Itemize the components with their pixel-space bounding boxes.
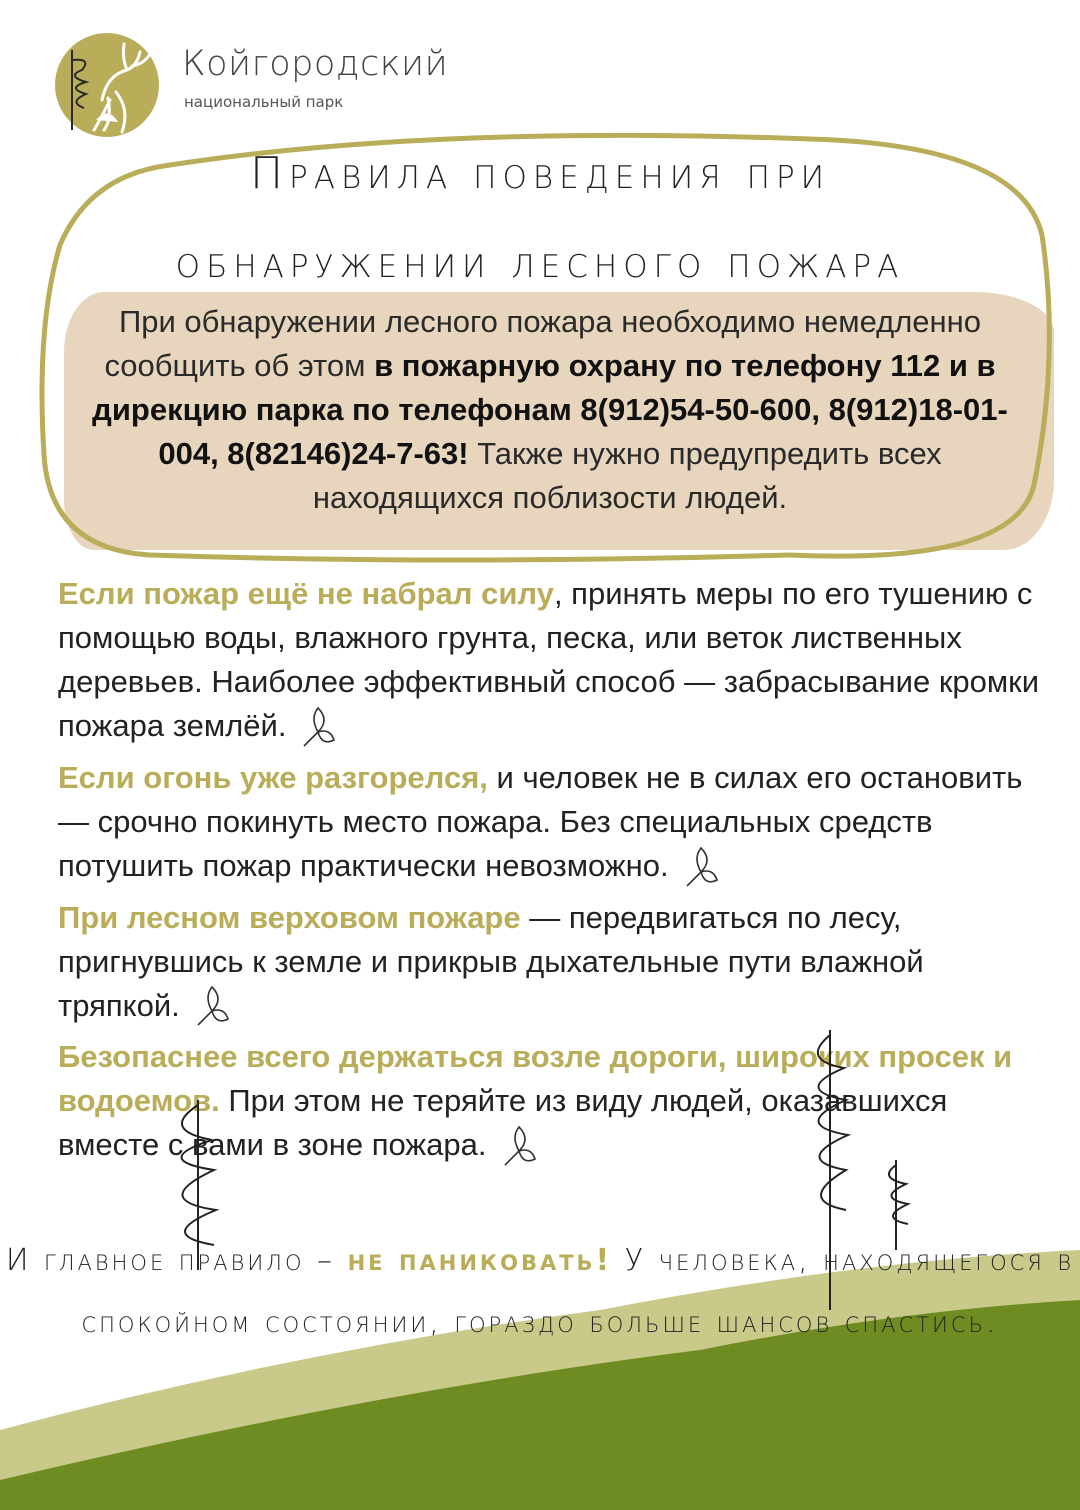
intro-text-2: Также нужно предупредить всех находящихся поблизости людей. [312, 436, 942, 515]
rule-text: и человек не в силах его остановить — срочно покинуть место пожара. Без специальных средств потушить пожар практически невозможно. [58, 759, 1023, 883]
intro-contacts: в пожарную охрану по телефону 112 и в дирекцию парка по телефонам 8(912)54-50-600, 8(912)18-01-004, 8(82146)24-7-63! [92, 348, 1008, 471]
rule-item [58, 756, 1048, 890]
rule-highlight: При лесном верховом пожаре [58, 899, 521, 935]
rule-highlight: Безопаснее всего держаться возле дороги, широких просек и водоемов. [58, 1039, 1013, 1119]
final-text-1: И главное правило – [5, 1243, 348, 1278]
page-title-line2: обнаружении лесного пожара [175, 237, 905, 288]
brand-subtitle: национальный парк [184, 93, 344, 111]
intro-paragraph [66, 300, 1034, 520]
rule-text: — передвигаться по лесу, пригнувшись к земле и прикрыв дыхательные пути влажной тряпкой. [58, 899, 924, 1023]
rule-text: При этом не теряйте из виду людей, оказавшихся вместе с вами в зоне пожара. [58, 1083, 948, 1163]
rule-highlight: Если огонь уже разгорелся, [58, 759, 488, 795]
page-title-line1: Правила поведения при [249, 148, 831, 199]
rule-item [58, 572, 1048, 750]
final-message [0, 1230, 1080, 1354]
deer-tree-logo-icon [52, 30, 162, 140]
rule-text: , принять меры по его тушению с помощью воды, влажного грунта, песка, или веток лиственных деревьев. Наиболее эффективный способ — забрасывание кромки пожара землёй. [58, 576, 1040, 743]
final-text-2: У человека, находящегося в спокойном состоянии, гораздо больше шансов спастись. [81, 1243, 1075, 1340]
intro-text-1: При обнаружении лесного пожара необходимо немедленно сообщить об этом [104, 304, 982, 383]
rule-highlight: Если пожар ещё не набрал силу [58, 576, 554, 611]
leaf-doodle-icon [300, 706, 336, 750]
brand-name: Койгородский [182, 44, 449, 84]
final-highlight: не паниковать! [347, 1243, 613, 1278]
leaf-doodle-icon [683, 846, 719, 890]
